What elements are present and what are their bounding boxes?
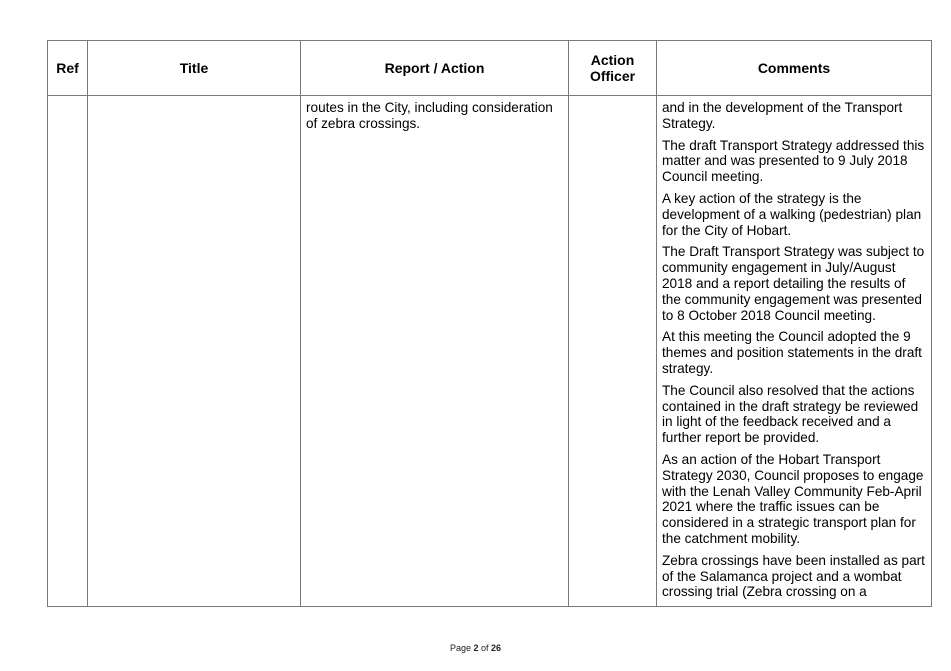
comment-paragraph: The draft Transport Strategy addressed this matter and was presented to 9 July 2018 Council meeting. xyxy=(662,137,925,185)
comment-paragraph: The Draft Transport Strategy was subject to community engagement in July/August 2018 and a report detailing the results of the community engagement was presented to 8 October 2018 Council meeting. xyxy=(662,244,925,323)
report-action-text: routes in the City, including consideration of zebra crossings. xyxy=(306,100,553,131)
comment-paragraph: and in the development of the Transport Strategy. xyxy=(662,100,903,131)
header-action-officer xyxy=(569,41,657,96)
header-action-officer-line2: Officer xyxy=(589,68,636,84)
table-row xyxy=(48,96,932,607)
comment-paragraph: The Council also resolved that the actions contained in the draft strategy be reviewed in light of the feedback received and a further report be provided. xyxy=(662,382,919,446)
page-number: 2 xyxy=(473,643,479,653)
action-table xyxy=(47,40,932,607)
cell-ref-text xyxy=(48,96,87,100)
comment-paragraph: As an action of the Hobart Transport Strategy 2030, Council proposes to engage with the Lenah Valley Community Feb-April 2021 where the traffic issues can be considered in a strategic transport plan for the catchment mobility. xyxy=(662,451,924,546)
page-footer xyxy=(0,643,951,653)
page-label: Page xyxy=(449,643,471,653)
header-title: Title xyxy=(88,41,301,96)
header-action-officer-line1: Action xyxy=(590,52,635,68)
comments-text xyxy=(657,96,931,600)
action-officer-text xyxy=(569,96,656,100)
header-ref: Ref xyxy=(48,41,88,96)
cell-title-text xyxy=(88,96,300,100)
comment-paragraph: A key action of the strategy is the development of a walking (pedestrian) plan for the City of Hobart. xyxy=(662,190,922,238)
comment-paragraph: Zebra crossings have been installed as part of the Salamanca project and a wombat crossing trial (Zebra crossing on a xyxy=(662,552,925,600)
action-table-container xyxy=(47,40,931,607)
cell-comments xyxy=(657,96,932,607)
table-header-row xyxy=(48,41,932,96)
cell-report-action xyxy=(301,96,569,607)
header-report-action: Report / Action xyxy=(301,41,569,96)
of-label: of xyxy=(481,643,489,653)
total-pages: 26 xyxy=(491,643,502,653)
cell-action-officer xyxy=(569,96,657,607)
cell-ref xyxy=(48,96,88,607)
header-comments: Comments xyxy=(657,41,932,96)
comment-paragraph: At this meeting the Council adopted the 9 themes and position statements in the draft strategy. xyxy=(662,329,922,376)
cell-title xyxy=(88,96,301,607)
